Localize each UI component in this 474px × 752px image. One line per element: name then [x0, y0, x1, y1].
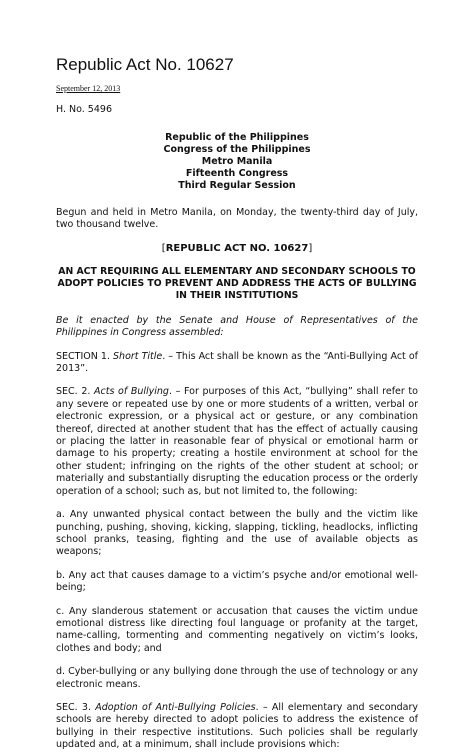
section-label: SECTION 1. [56, 350, 114, 362]
header-line: Congress of the Philippines [163, 144, 311, 155]
list-item-d: d. Cyber-bullying or any bullying done through the use of technology or any electronic means. [56, 666, 418, 690]
header-line: Republic of the Philippines [165, 132, 309, 143]
section-2 [56, 386, 418, 498]
section-label: SEC. 2. [56, 386, 95, 398]
header-line: Metro Manila [201, 156, 273, 167]
section-label: SEC. 3. [56, 701, 96, 713]
section-text: . – All elementary and secondary schools are hereby directed to adopt policies to address the existence of bullying in their respective institutions. Such policies shall be regularly updated and, at a minimum, shall include provisions which: [56, 701, 418, 751]
act-title: AN ACT REQUIRING ALL ELEMENTARY AND SECONDARY SCHOOLS TO ADOPT POLICIES TO PREVENT AND ADDRESS THE ACTS OF BULLYING IN THEIR INSTITUTIONS [57, 265, 417, 301]
section-1 [56, 351, 418, 376]
document-title: Republic Act No. 10627 [56, 55, 234, 74]
header-block [56, 132, 418, 192]
bracket-open: [ [161, 242, 166, 254]
house-number: H. No. 5496 [56, 104, 112, 115]
document-date: September 12, 2013 [56, 84, 121, 93]
section-text: . – This Act shall be known as the “Anti-Bullying Act of 2013”. [56, 350, 418, 375]
act-number [56, 243, 418, 254]
enactment-clause: Be it enacted by the Senate and House of Representatives of the Philippines in Congress assembled: [56, 314, 418, 339]
header-line: Third Regular Session [178, 180, 296, 191]
begun-paragraph: Begun and held in Metro Manila, on Monday, the twenty-third day of July, two thousand twelve. [56, 207, 418, 231]
bracket-close: ] [308, 242, 313, 254]
section-3 [56, 702, 418, 752]
section-heading: Short Title [113, 350, 163, 362]
list-item-c: c. Any slanderous statement or accusation that causes the victim undue emotional distress like directing foul language or profanity at the target, name-calling, tormenting and commenting negatively on victim’s looks, clothes and body; and [56, 605, 418, 654]
section-text: . – For purposes of this Act, “bullying” shall refer to any severe or repeated use by one or more students of a written, verbal or electronic expression, or a physical act or gesture, or any combination thereof, directed at another student that has the effect of actually causing or placing the latter in reasonable fear of physical or emotional harm or damage to his property; creating a hostile environment at school for the other student; infringing on the rights of the other student at school; or materially and substantially disrupting the education process or the orderly operation of a school; such as, but not limited to, the following: [56, 386, 418, 497]
section-heading: Acts of Bullying [94, 386, 169, 398]
section-heading: Adoption of Anti-Bullying Policies [95, 701, 256, 713]
act-number-text: REPUBLIC ACT NO. 10627 [165, 242, 309, 254]
list-item-b: b. Any act that causes damage to a victim’s psyche and/or emotional well-being; [56, 569, 418, 594]
list-item-a: a. Any unwanted physical contact between the bully and the victim like punching, pushing, shoving, kicking, slapping, tickling, headlocks, inflicting school pranks, teasing, fighting and the use of available objects as weapons; [56, 509, 418, 558]
header-line: Fifteenth Congress [185, 168, 289, 179]
